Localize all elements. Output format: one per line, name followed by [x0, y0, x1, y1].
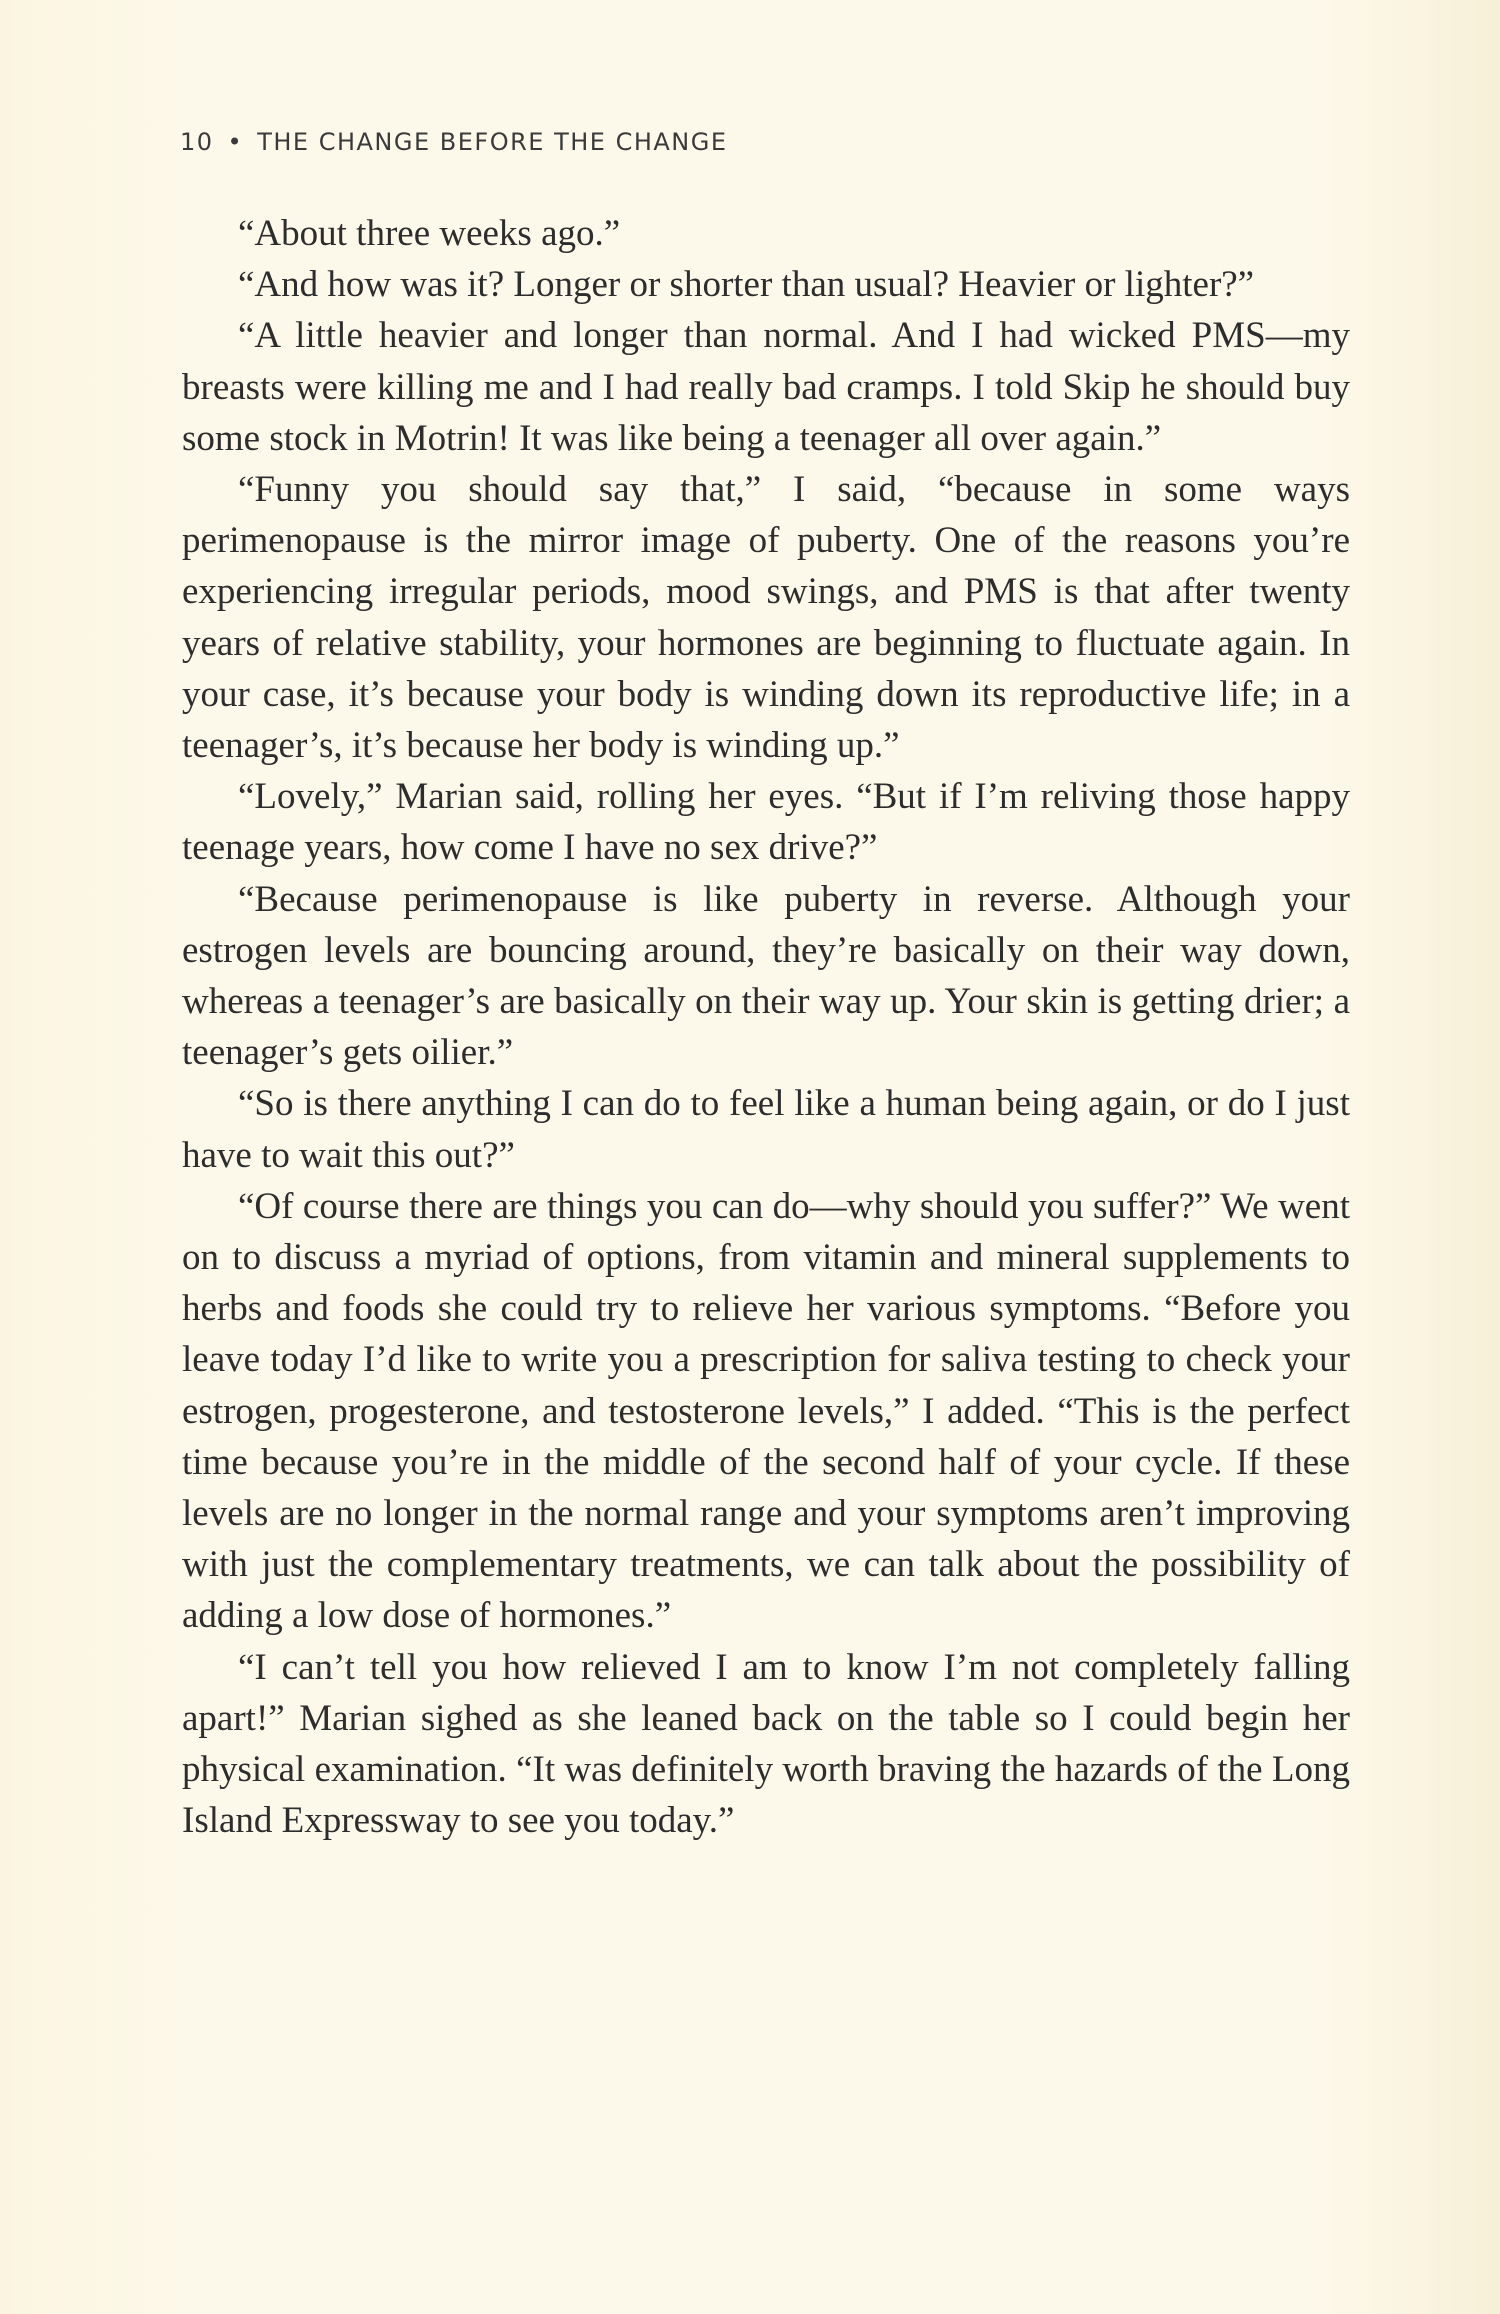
book-title: THE CHANGE BEFORE THE CHANGE [257, 128, 728, 156]
paragraph-6: “Because perimenopause is like puberty in reverse. Although your estrogen levels are bouncing around, they’re basically on their way down, whereas a teenager’s are basically on their way up. Your skin is getting drier; a teenager’s gets oilier.” [182, 878, 1350, 1074]
paragraph-3: “A little heavier and longer than normal. And I had wicked PMS—my breasts were killing me and I had really bad cramps. I told Skip he should buy some stock in Motrin! It was like being a teenager all over again.” [182, 315, 1350, 459]
paragraph-7: “So is there anything I can do to feel like a human being again, or do I just have to wait this out?” [182, 1083, 1350, 1176]
body-text [182, 208, 1350, 1847]
page-number: 10 [180, 128, 214, 156]
paragraph-1: “About three weeks ago.” [238, 213, 621, 254]
paragraph-5: “Lovely,” Marian said, rolling her eyes. “But if I’m reliving those happy teenage years, how come I have no sex drive?” [182, 776, 1350, 869]
paragraph-2: “And how was it? Longer or shorter than usual? Heavier or lighter?” [238, 264, 1255, 306]
paragraph-9: “I can’t tell you how relieved I am to know I’m not completely falling apart!” Marian sighed as she leaned back on the table so I could begin her physical examination. “It was definitely worth braving the hazards of the Long Island Expressway to see you today.” [182, 1646, 1350, 1842]
header-separator: • [227, 128, 244, 156]
running-head [180, 128, 728, 156]
paragraph-4: “Funny you should say that,” I said, “because in some ways perimenopause is the mirror image of puberty. One of the reasons you’re experiencing irregular periods, mood swings, and PMS is that after twenty years of relative stability, your hormones are beginning to fluctuate again. In your case, it’s because your body is winding down its reproductive life; in a teenager’s, it’s because her body is winding up.” [182, 469, 1350, 767]
paragraph-8: “Of course there are things you can do—why should you suffer?” We went on to discuss a myriad of options, from vitamin and mineral supplements to herbs and foods she could try to relieve her various symptoms. “Before you leave today I’d like to write you a prescription for saliva testing to check your estrogen, progesterone, and testosterone levels,” I added. “This is the perfect time because you’re in the middle of the second half of your cycle. If these levels are no longer in the normal range and your symptoms aren’t improving with just the complementary treatments, we can talk about the possibility of adding a low dose of hormones.” [182, 1185, 1350, 1637]
